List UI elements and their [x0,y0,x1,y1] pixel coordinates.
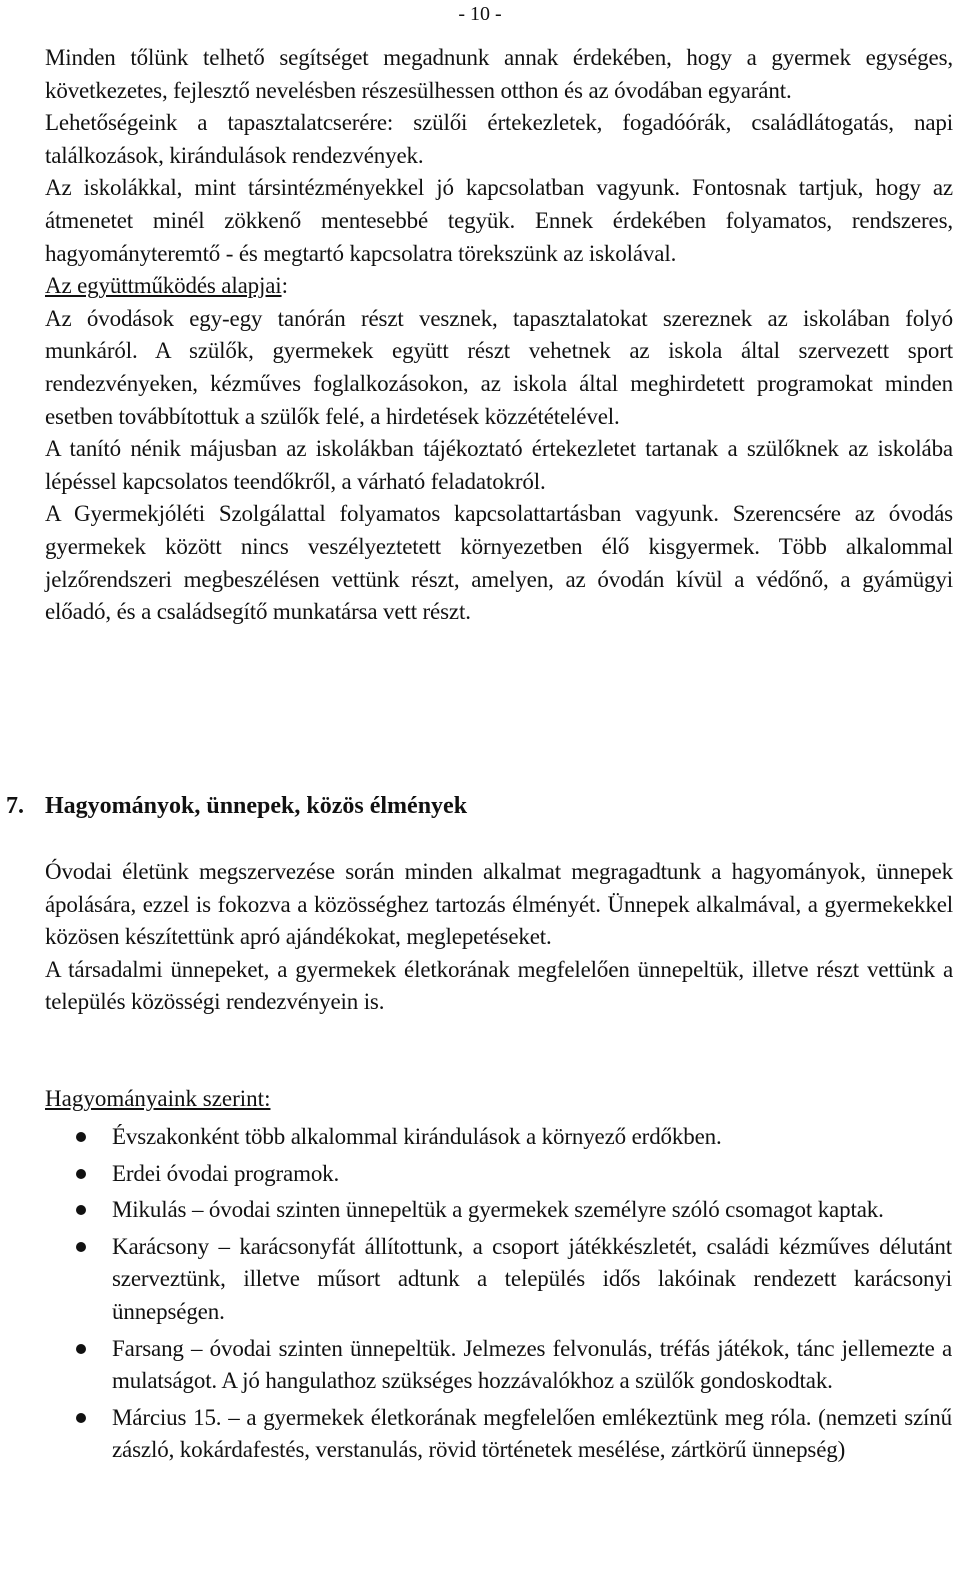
bullet-icon [76,1132,86,1142]
list-item [0,1333,960,1398]
list-item [0,1231,960,1329]
list-item-text: Karácsony – karácsonyfát állítottunk, a csoport játékkészletét, családi kézműves délutánt szerveztünk, illetve műsort adtunk a település idős lakóinak rendezett karácsonyi ünnepségen. [112,1233,952,1324]
cooperation-colon: : [281,273,288,299]
bullet-icon [76,1205,86,1215]
paragraph: Minden tőlünk telhető segítséget megadnunk annak érdekében, hogy a gyermek egységes, következetes, fejlesztő nevelésben részesülhessen otthon és az óvodában egyaránt. [45,45,953,103]
list-item [0,1121,960,1154]
cooperation-label: Az együttműködés alapjai [45,273,282,299]
paragraph: Óvodai életünk megszervezése során minden alkalmat megragadtunk a hagyományok, ünnepek ápolására, ezzel is fokozva a közösséghez tartozás élményét. Ünnepek alkalmával, a gyermekekkel közösen készítettünk apró ajándékokat, meglepetéseket. [45,859,953,950]
list-item-text: Mikulás – óvodai szinten ünnepeltük a gyermekek személyre szóló csomagot kaptak. [112,1197,884,1223]
list-item-text: Erdei óvodai programok. [112,1160,340,1186]
page-number: - 10 - [458,3,502,25]
paragraph: Lehetőségeink a tapasztalatcserére: szülői értekezletek, fogadóórák, családlátogatás, napi találkozások, kirándulások rendezvények. [45,110,953,168]
bullet-icon [76,1242,86,1252]
list-item-text: Március 15. – a gyermekek életkorának megfelelően emlékeztünk meg róla. (nemzeti színű zászló, kokárdafestés, verstanulás, rövid történetek mesélése, zártkörű ünnepség) [112,1404,952,1463]
traditions-list [0,1121,960,1471]
paragraph: Az iskolákkal, mint társintézményekkel jó kapcsolatban vagyunk. Fontosnak tartjuk, hogy az átmenetet minél zökkenő mentesebbé tegyük. Ennek érdekében folyamatos, rendszeres, hagyományteremtő - és megtartó kapcsolatra törekszünk az iskolával. [45,175,953,266]
section-number: 7. [6,793,24,819]
cooperation-heading [45,270,953,303]
list-item-text: Évszakonként több alkalommal kirándulások a környező erdőkben. [112,1124,722,1149]
bullet-icon [76,1413,86,1423]
list-item [0,1402,960,1467]
paragraph: A Gyermekjóléti Szolgálattal folyamatos kapcsolattartásban vagyunk. Szerencsére az óvodás gyermekek között nincs veszélyeztetett környezetben élő kisgyermek. Több alkalommal jelzőrendszeri megbeszélésen vettünk részt, amelyen, az óvodán kívül a védőnő, a gyámügyi előadó, és a családsegítő munkatársa vett részt. [45,501,953,625]
bullet-icon [76,1169,86,1179]
paragraph: A társadalmi ünnepeket, a gyermekek életkorának megfelelően ünnepeltük, illetve részt vettünk a település közösségi rendezvényein is. [45,956,953,1015]
paragraph: A tanító nénik májusban az iskolákban tájékoztató értekezletet tartanak a szülőknek az iskolába lépéssel kapcsolatos teendőkről, a várható feladatokról. [45,436,953,494]
list-item-text: Farsang – óvodai szinten ünnepeltük. Jelmezes felvonulás, tréfás játékok, tánc jellemezte a mulatságot. A jó hangulathoz szükséges hozzávalókhoz a szülők gondoskodtak. [112,1335,952,1394]
paragraph: Az óvodások egy-egy tanórán részt vesznek, tapasztalatokat szereznek az iskolában folyó munkáról. A szülők, gyermekek együtt részt vehetnek az iskola által szervezett sport rendezvényeken, kézműves foglalkozásokon, az iskola által meghirdetett programokat minden esetben továbbítottuk a szülők felé, a hirdetések közzétételével. [45,305,953,429]
list-item [0,1158,960,1191]
intro-section [45,42,953,629]
section-body [45,856,953,1019]
list-item [0,1194,960,1227]
traditions-heading: Hagyományaink szerint: [45,1086,271,1111]
bullet-icon [76,1344,86,1354]
section-title: Hagyományok, ünnepek, közös élmények [45,793,468,819]
